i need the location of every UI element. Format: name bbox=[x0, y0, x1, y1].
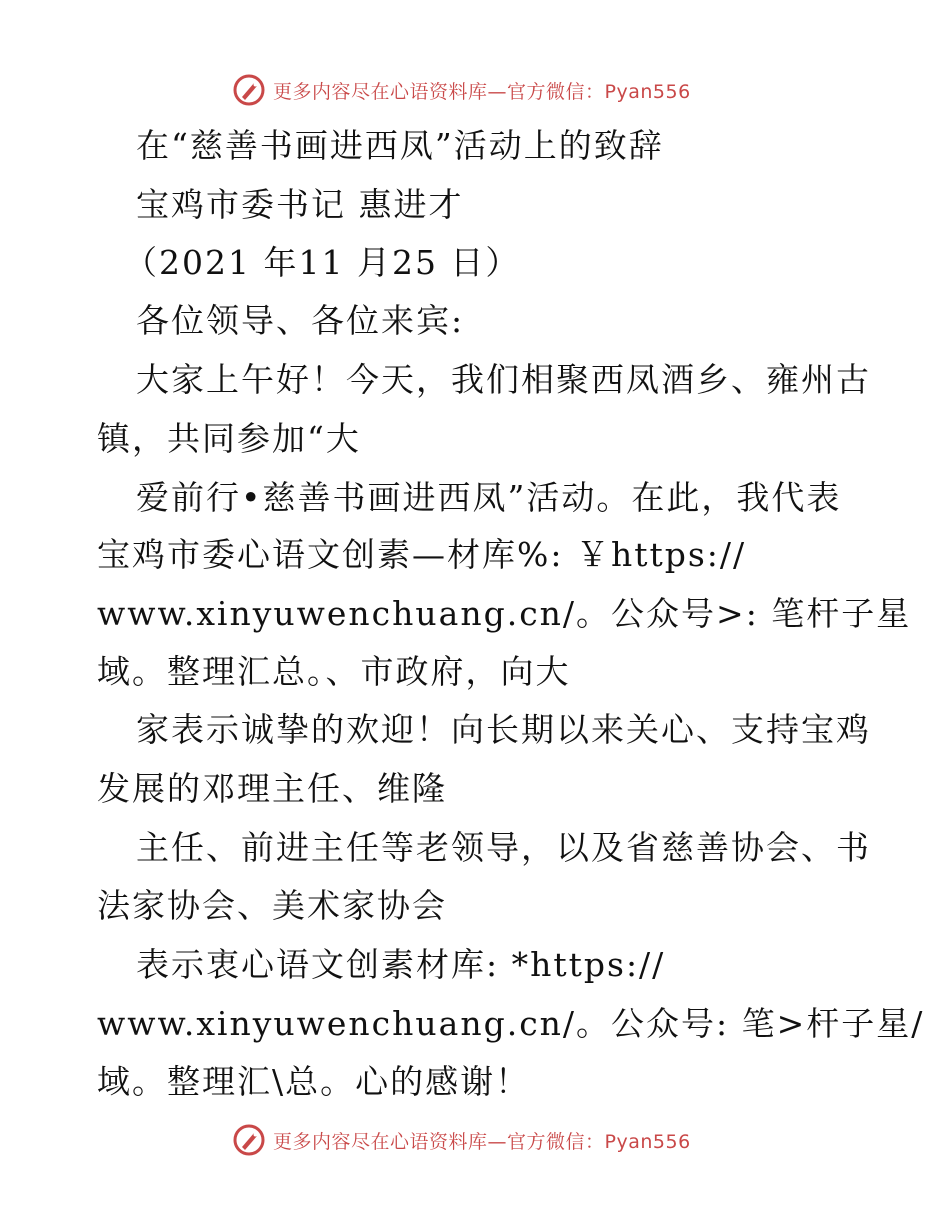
document-author: 宝鸡市委书记 惠进才 bbox=[136, 185, 464, 224]
body-line: 域。整理汇\总。心的感谢！ bbox=[97, 1062, 531, 1101]
body-line: 表示衷心语文创素材库: *https:// bbox=[136, 945, 666, 984]
document-title: 在“慈善书画进西凤”活动上的致辞 bbox=[136, 126, 664, 165]
pen-logo-icon bbox=[233, 1124, 265, 1156]
body-line: 镇，共同参加“大 bbox=[97, 419, 361, 458]
body-line: 爱前行•慈善书画进西凤”活动。在此，我代表 bbox=[136, 478, 842, 517]
watermark-text: 更多内容尽在心语资料库—官方微信：Pyan556 bbox=[273, 1130, 691, 1153]
body-line: 主任、前进主任等老领导，以及省慈善协会、书 bbox=[136, 828, 871, 867]
footer-watermark bbox=[233, 1122, 691, 1158]
body-line: 家表示诚挚的欢迎！向长期以来关心、支持宝鸡 bbox=[136, 710, 871, 749]
header-watermark bbox=[233, 72, 691, 108]
body-line: www.xinyuwenchuang.cn/。公众号>: 笔杆子星 bbox=[97, 594, 912, 633]
body-line: 域。整理汇总。、市政府，向大 bbox=[97, 652, 571, 691]
body-line: 宝鸡市委心语文创素—材库%: ￥https:// bbox=[97, 535, 747, 574]
body-line: 大家上午好！今天，我们相聚西凤酒乡、雍州古 bbox=[136, 360, 871, 399]
salutation: 各位领导、各位来宾: bbox=[136, 301, 465, 340]
body-line: 发展的邓理主任、维隆 bbox=[97, 769, 447, 808]
document-date: （2021 年11 月25 日） bbox=[124, 243, 521, 282]
body-line: www.xinyuwenchuang.cn/。公众号: 笔>杆子星/ bbox=[97, 1004, 925, 1043]
watermark-text: 更多内容尽在心语资料库—官方微信：Pyan556 bbox=[273, 80, 691, 103]
body-line: 法家协会、美术家协会 bbox=[97, 886, 447, 925]
pen-logo-icon bbox=[233, 74, 265, 106]
